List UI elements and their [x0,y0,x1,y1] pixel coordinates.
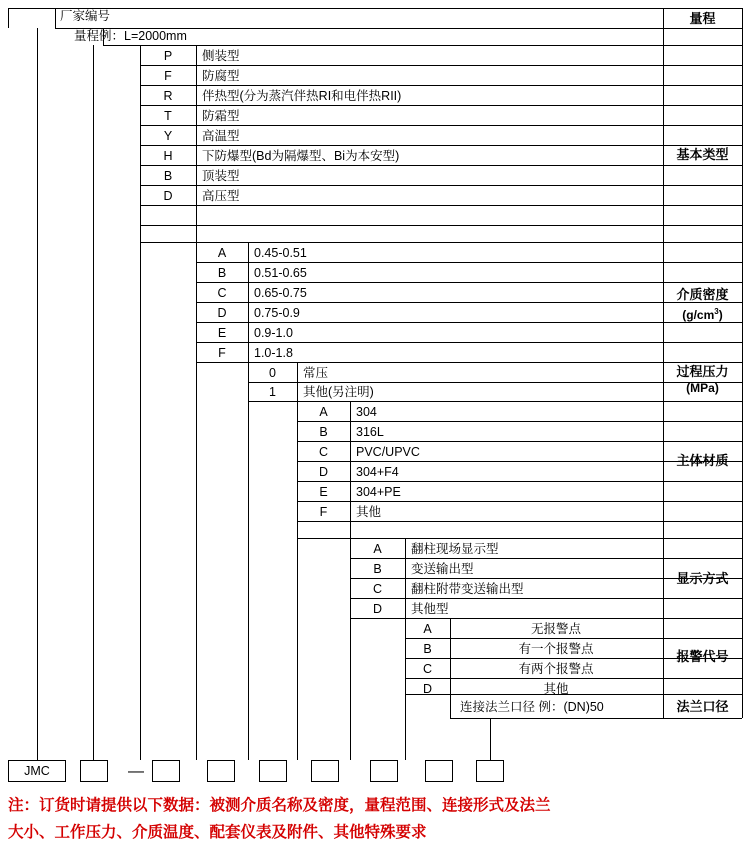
code-cell: C [422,662,433,676]
code-cell: E [217,326,227,340]
code-cell: D [422,682,433,696]
leader-line [140,242,141,760]
code-cell: T [164,109,172,123]
leader-line [490,718,491,760]
right-label-display: 显示方式 [676,571,729,586]
desc-cell: 其他 [543,682,569,696]
right-label-density-text: 介质密度 [676,287,729,302]
desc-cell: 0.45-0.51 [254,246,307,260]
code-cell: E [319,485,328,499]
code-box-density[interactable] [207,760,235,782]
desc-cell: 有两个报警点 [518,662,594,676]
desc-cell: 0.9-1.0 [254,326,293,340]
leader-line [405,694,406,760]
flange-desc-cell: 连接法兰口径 例：(DN)50 [460,700,604,714]
code-cell: D [163,189,173,203]
desc-cell: 1.0-1.8 [254,346,293,360]
desc-cell: 304 [356,405,377,419]
right-label-pressure-unit: (MPa) [686,381,719,395]
right-label-material: 主体材质 [676,453,729,468]
model-prefix-box[interactable]: JMC [8,760,66,782]
right-label-flange: 法兰口径 [676,699,729,714]
code-cell: F [218,346,226,360]
desc-cell: 防霜型 [202,109,240,123]
code-cell: B [319,425,328,439]
right-label-pressure [663,363,742,397]
code-cell: D [372,602,383,616]
code-cell: P [163,49,173,63]
model-dash: — [128,763,144,780]
code-box-range[interactable] [80,760,108,782]
code-cell: A [217,246,227,260]
desc-cell: PVC/UPVC [356,445,420,459]
code-cell: B [217,266,227,280]
order-note-line1: 注：订货时请提供以下数据：被测介质名称及密度，量程范围、连接形式及法兰 [8,797,551,814]
right-label-line [663,28,742,29]
right-label-line [663,618,742,619]
desc-cell: 常压 [303,366,329,380]
frame-line [55,8,56,28]
code-box-pressure[interactable] [259,760,287,782]
desc-cell: 伴热型(分为蒸汽伴热RI和电伴热RII) [202,89,402,103]
leader-line [248,401,249,760]
leader-line [93,45,94,760]
code-box-material[interactable] [311,760,339,782]
desc-cell: 高压型 [202,189,240,203]
right-label-line [663,242,742,243]
right-label-density [663,286,742,324]
right-label-density-unit: $(g/cm^3)$ [682,307,723,322]
desc-cell: 翻柱现场显示型 [411,542,499,556]
desc-cell: 304+PE [356,485,401,499]
code-cell: D [217,306,227,320]
code-cell: D [318,465,329,479]
code-cell: C [217,286,227,300]
desc-cell: 其他型 [411,602,449,616]
code-cell: Y [163,129,173,143]
right-label-line [663,362,742,363]
right-label-range: 量程 [689,11,716,26]
code-cell: 0 [269,366,276,380]
code-box-alarm[interactable] [425,760,453,782]
column-line [450,618,451,718]
desc-cell: 无报警点 [530,622,581,636]
desc-cell: 变送输出型 [411,562,474,576]
code-cell: 1 [269,385,276,399]
code-cell: H [163,149,173,163]
desc-cell: 侧装型 [202,49,240,63]
desc-cell: 0.65-0.75 [254,286,307,300]
code-cell: B [423,642,432,656]
right-label-basic-type: 基本类型 [676,147,729,162]
code-box-basic-type[interactable] [152,760,180,782]
right-label-pressure-text: 过程压力 [676,364,729,379]
code-box-display[interactable] [370,760,398,782]
desc-cell: 高温型 [202,129,240,143]
desc-cell: 下防爆型(Bd为隔爆型、Bi为本安型) [202,149,400,163]
order-note-line2: 大小、工作压力、介质温度、配套仪表及附件、其他特殊要求 [8,824,427,841]
code-cell: B [163,169,173,183]
right-label-line [663,401,742,402]
code-cell: A [373,542,382,556]
leader-line [196,362,197,760]
code-cell: A [319,405,328,419]
range-example-label: 量程例：L=2000mm [74,29,187,43]
code-cell: F [319,505,328,519]
desc-cell: 其他 [356,505,382,519]
row-line [140,225,742,226]
code-cell: F [164,69,172,83]
leader-line [37,28,38,760]
desc-cell: 顶装型 [202,169,240,183]
manufacturer-number-label: 厂家编号 [60,9,111,23]
frame-line [8,8,9,28]
leader-line [297,538,298,760]
leader-line [350,618,351,760]
code-cell: C [372,582,383,596]
right-label-alarm: 报警代号 [676,649,729,664]
code-box-flange[interactable] [476,760,504,782]
desc-cell: 0.75-0.9 [254,306,300,320]
row-line [450,718,742,719]
frame-right-line [742,8,743,718]
desc-cell: 有一个报警点 [518,642,594,656]
right-label-line [663,694,742,695]
right-label-line [663,538,742,539]
desc-cell: 防腐型 [202,69,240,83]
desc-cell: 316L [356,425,384,439]
code-cell: R [163,89,173,103]
code-cell: C [318,445,329,459]
code-cell: A [423,622,432,636]
desc-cell: 其他(另注明) [303,385,374,399]
code-cell: B [373,562,382,576]
desc-cell: 0.51-0.65 [254,266,307,280]
desc-cell: 翻柱附带变送输出型 [411,582,524,596]
desc-cell: 304+F4 [356,465,399,479]
